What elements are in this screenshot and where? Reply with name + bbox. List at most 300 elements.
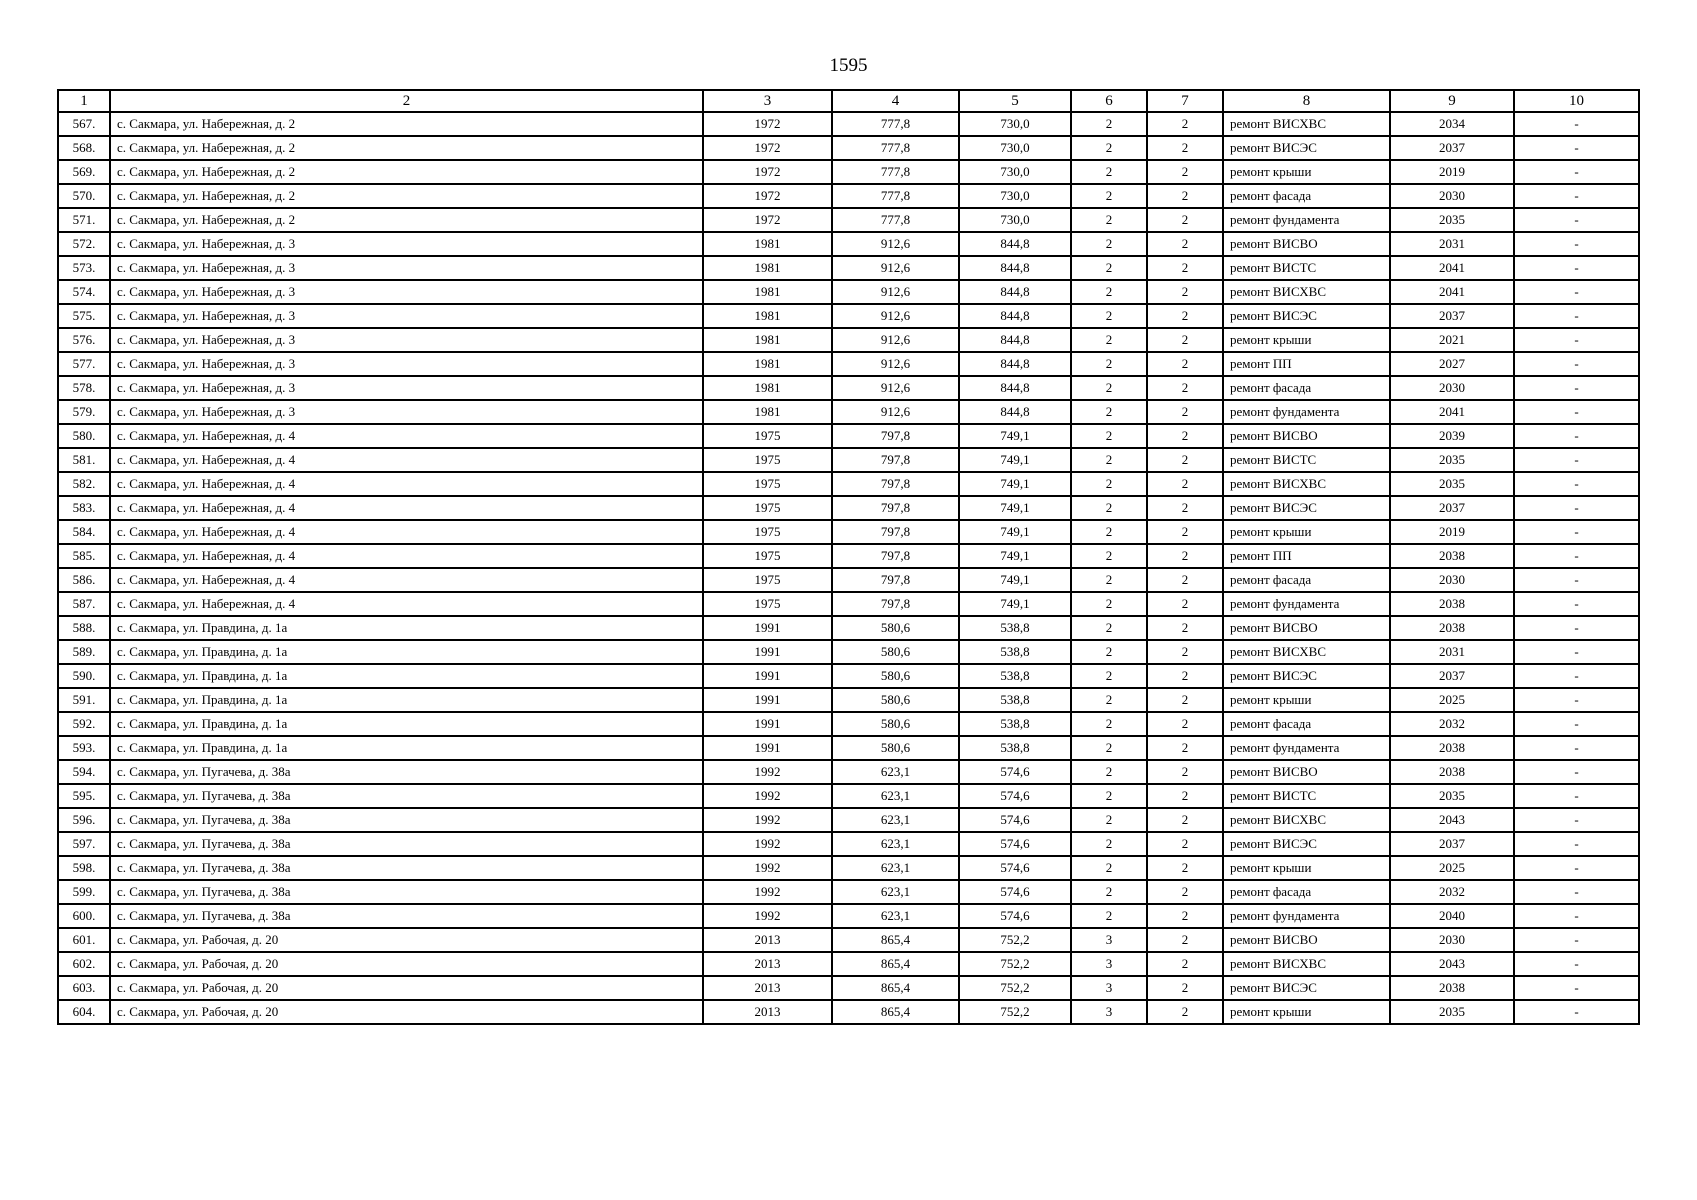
- cell-living-area: 749,1: [959, 472, 1071, 496]
- cell-entrances: 2: [1147, 280, 1223, 304]
- cell-row-number: 601.: [58, 928, 110, 952]
- cell-entrances: 2: [1147, 976, 1223, 1000]
- cell-living-area: 844,8: [959, 304, 1071, 328]
- cell-living-area: 844,8: [959, 232, 1071, 256]
- cell-year-built: 1975: [703, 496, 832, 520]
- cell-total-area: 865,4: [832, 928, 959, 952]
- cell-repair-type: ремонт ВИСТС: [1223, 784, 1390, 808]
- cell-row-number: 592.: [58, 712, 110, 736]
- table-row: [58, 928, 1639, 952]
- cell-total-area: 797,8: [832, 424, 959, 448]
- cell-repair-year: 2025: [1390, 688, 1514, 712]
- cell-repair-year: 2019: [1390, 520, 1514, 544]
- cell-repair-type: ремонт фасада: [1223, 568, 1390, 592]
- table-row: [58, 568, 1639, 592]
- table-row: [58, 952, 1639, 976]
- cell-note: -: [1514, 808, 1639, 832]
- table-row: [58, 616, 1639, 640]
- cell-living-area: 844,8: [959, 280, 1071, 304]
- cell-year-built: 1992: [703, 880, 832, 904]
- cell-row-number: 604.: [58, 1000, 110, 1024]
- table-row: [58, 472, 1639, 496]
- cell-floors: 2: [1071, 880, 1147, 904]
- cell-repair-year: 2041: [1390, 256, 1514, 280]
- cell-year-built: 1975: [703, 448, 832, 472]
- cell-row-number: 577.: [58, 352, 110, 376]
- table-row: [58, 712, 1639, 736]
- cell-living-area: 574,6: [959, 904, 1071, 928]
- cell-total-area: 797,8: [832, 496, 959, 520]
- cell-total-area: 912,6: [832, 280, 959, 304]
- cell-note: -: [1514, 640, 1639, 664]
- cell-floors: 2: [1071, 520, 1147, 544]
- cell-note: -: [1514, 352, 1639, 376]
- cell-note: -: [1514, 328, 1639, 352]
- cell-total-area: 580,6: [832, 736, 959, 760]
- cell-total-area: 623,1: [832, 880, 959, 904]
- cell-note: -: [1514, 112, 1639, 136]
- cell-note: -: [1514, 544, 1639, 568]
- cell-entrances: 2: [1147, 520, 1223, 544]
- cell-row-number: 603.: [58, 976, 110, 1000]
- column-header: 7: [1147, 90, 1223, 112]
- cell-entrances: 2: [1147, 736, 1223, 760]
- cell-entrances: 2: [1147, 952, 1223, 976]
- cell-repair-type: ремонт фасада: [1223, 184, 1390, 208]
- cell-row-number: 600.: [58, 904, 110, 928]
- cell-repair-type: ремонт фасада: [1223, 712, 1390, 736]
- cell-row-number: 572.: [58, 232, 110, 256]
- cell-repair-type: ремонт фасада: [1223, 376, 1390, 400]
- cell-row-number: 593.: [58, 736, 110, 760]
- cell-year-built: 1975: [703, 520, 832, 544]
- cell-repair-year: 2032: [1390, 880, 1514, 904]
- cell-total-area: 623,1: [832, 832, 959, 856]
- cell-living-area: 844,8: [959, 352, 1071, 376]
- cell-repair-type: ремонт крыши: [1223, 856, 1390, 880]
- table-row: [58, 328, 1639, 352]
- cell-address: с. Сакмара, ул. Правдина, д. 1а: [110, 712, 703, 736]
- table-row: [58, 136, 1639, 160]
- cell-floors: 2: [1071, 160, 1147, 184]
- cell-living-area: 730,0: [959, 208, 1071, 232]
- cell-year-built: 1992: [703, 808, 832, 832]
- cell-note: -: [1514, 784, 1639, 808]
- cell-address: с. Сакмара, ул. Набережная, д. 2: [110, 112, 703, 136]
- cell-total-area: 912,6: [832, 232, 959, 256]
- cell-address: с. Сакмара, ул. Правдина, д. 1а: [110, 688, 703, 712]
- cell-floors: 2: [1071, 184, 1147, 208]
- table-row: [58, 448, 1639, 472]
- cell-living-area: 752,2: [959, 928, 1071, 952]
- cell-floors: 3: [1071, 928, 1147, 952]
- cell-total-area: 623,1: [832, 760, 959, 784]
- table-row: [58, 808, 1639, 832]
- cell-address: с. Сакмара, ул. Рабочая, д. 20: [110, 928, 703, 952]
- cell-row-number: 598.: [58, 856, 110, 880]
- cell-total-area: 797,8: [832, 448, 959, 472]
- cell-floors: 2: [1071, 112, 1147, 136]
- cell-living-area: 844,8: [959, 376, 1071, 400]
- cell-floors: 2: [1071, 400, 1147, 424]
- cell-total-area: 797,8: [832, 544, 959, 568]
- cell-floors: 2: [1071, 856, 1147, 880]
- cell-repair-year: 2037: [1390, 664, 1514, 688]
- cell-total-area: 777,8: [832, 184, 959, 208]
- cell-living-area: 749,1: [959, 568, 1071, 592]
- cell-note: -: [1514, 592, 1639, 616]
- cell-repair-type: ремонт ВИСЭС: [1223, 664, 1390, 688]
- cell-repair-year: 2043: [1390, 952, 1514, 976]
- cell-repair-year: 2031: [1390, 232, 1514, 256]
- cell-note: -: [1514, 832, 1639, 856]
- cell-row-number: 568.: [58, 136, 110, 160]
- cell-repair-year: 2041: [1390, 400, 1514, 424]
- cell-repair-year: 2037: [1390, 832, 1514, 856]
- cell-address: с. Сакмара, ул. Пугачева, д. 38а: [110, 904, 703, 928]
- column-header: 5: [959, 90, 1071, 112]
- cell-repair-year: 2038: [1390, 616, 1514, 640]
- table-row: [58, 400, 1639, 424]
- cell-living-area: 844,8: [959, 400, 1071, 424]
- cell-repair-type: ремонт крыши: [1223, 520, 1390, 544]
- cell-total-area: 580,6: [832, 640, 959, 664]
- cell-total-area: 580,6: [832, 712, 959, 736]
- table-row: [58, 160, 1639, 184]
- cell-repair-type: ремонт ПП: [1223, 352, 1390, 376]
- cell-total-area: 865,4: [832, 952, 959, 976]
- cell-living-area: 749,1: [959, 520, 1071, 544]
- cell-total-area: 623,1: [832, 904, 959, 928]
- table-row: [58, 352, 1639, 376]
- cell-address: с. Сакмара, ул. Набережная, д. 4: [110, 496, 703, 520]
- cell-note: -: [1514, 232, 1639, 256]
- cell-entrances: 2: [1147, 208, 1223, 232]
- cell-address: с. Сакмара, ул. Набережная, д. 4: [110, 424, 703, 448]
- column-header: 9: [1390, 90, 1514, 112]
- cell-row-number: 597.: [58, 832, 110, 856]
- cell-repair-year: 2038: [1390, 760, 1514, 784]
- cell-floors: 3: [1071, 1000, 1147, 1024]
- column-header: 2: [110, 90, 703, 112]
- table-row: [58, 544, 1639, 568]
- cell-entrances: 2: [1147, 568, 1223, 592]
- cell-repair-type: ремонт фундамента: [1223, 904, 1390, 928]
- cell-year-built: 1981: [703, 352, 832, 376]
- cell-living-area: 749,1: [959, 448, 1071, 472]
- cell-year-built: 1975: [703, 592, 832, 616]
- cell-note: -: [1514, 208, 1639, 232]
- table-row: [58, 856, 1639, 880]
- cell-floors: 2: [1071, 472, 1147, 496]
- cell-year-built: 1991: [703, 712, 832, 736]
- cell-entrances: 2: [1147, 112, 1223, 136]
- cell-living-area: 538,8: [959, 712, 1071, 736]
- cell-repair-year: 2037: [1390, 136, 1514, 160]
- cell-row-number: 596.: [58, 808, 110, 832]
- cell-repair-year: 2030: [1390, 376, 1514, 400]
- cell-entrances: 2: [1147, 136, 1223, 160]
- table-row: [58, 424, 1639, 448]
- cell-repair-year: 2037: [1390, 496, 1514, 520]
- cell-note: -: [1514, 184, 1639, 208]
- cell-address: с. Сакмара, ул. Правдина, д. 1а: [110, 640, 703, 664]
- table-row: [58, 256, 1639, 280]
- table-row: [58, 736, 1639, 760]
- cell-year-built: 2013: [703, 1000, 832, 1024]
- cell-note: -: [1514, 856, 1639, 880]
- cell-repair-year: 2038: [1390, 976, 1514, 1000]
- cell-address: с. Сакмара, ул. Набережная, д. 3: [110, 280, 703, 304]
- repair-schedule-table: [57, 89, 1640, 1025]
- cell-row-number: 571.: [58, 208, 110, 232]
- cell-year-built: 1981: [703, 376, 832, 400]
- cell-address: с. Сакмара, ул. Набережная, д. 3: [110, 376, 703, 400]
- cell-repair-type: ремонт ВИСЭС: [1223, 832, 1390, 856]
- cell-floors: 2: [1071, 256, 1147, 280]
- cell-row-number: 580.: [58, 424, 110, 448]
- cell-floors: 2: [1071, 904, 1147, 928]
- cell-repair-year: 2030: [1390, 184, 1514, 208]
- cell-note: -: [1514, 496, 1639, 520]
- cell-address: с. Сакмара, ул. Набережная, д. 2: [110, 208, 703, 232]
- cell-row-number: 594.: [58, 760, 110, 784]
- cell-address: с. Сакмара, ул. Пугачева, д. 38а: [110, 880, 703, 904]
- cell-year-built: 1981: [703, 304, 832, 328]
- table-body: [58, 90, 1639, 1024]
- cell-year-built: 1992: [703, 904, 832, 928]
- cell-repair-year: 2031: [1390, 640, 1514, 664]
- cell-repair-year: 2019: [1390, 160, 1514, 184]
- cell-row-number: 589.: [58, 640, 110, 664]
- cell-total-area: 912,6: [832, 400, 959, 424]
- cell-address: с. Сакмара, ул. Набережная, д. 2: [110, 184, 703, 208]
- cell-entrances: 2: [1147, 1000, 1223, 1024]
- cell-living-area: 749,1: [959, 592, 1071, 616]
- cell-address: с. Сакмара, ул. Пугачева, д. 38а: [110, 856, 703, 880]
- cell-row-number: 585.: [58, 544, 110, 568]
- cell-address: с. Сакмара, ул. Набережная, д. 3: [110, 352, 703, 376]
- cell-floors: 2: [1071, 208, 1147, 232]
- cell-total-area: 912,6: [832, 328, 959, 352]
- cell-year-built: 1981: [703, 400, 832, 424]
- cell-total-area: 580,6: [832, 616, 959, 640]
- cell-living-area: 752,2: [959, 1000, 1071, 1024]
- cell-row-number: 582.: [58, 472, 110, 496]
- cell-floors: 2: [1071, 304, 1147, 328]
- table-row: [58, 784, 1639, 808]
- cell-address: с. Сакмара, ул. Набережная, д. 2: [110, 160, 703, 184]
- cell-total-area: 865,4: [832, 1000, 959, 1024]
- cell-repair-year: 2043: [1390, 808, 1514, 832]
- table-row: [58, 904, 1639, 928]
- column-header: 1: [58, 90, 110, 112]
- cell-entrances: 2: [1147, 328, 1223, 352]
- cell-repair-type: ремонт фундамента: [1223, 592, 1390, 616]
- cell-repair-type: ремонт ВИСХВС: [1223, 808, 1390, 832]
- cell-note: -: [1514, 880, 1639, 904]
- header-row: [58, 90, 1639, 112]
- cell-total-area: 797,8: [832, 592, 959, 616]
- cell-repair-year: 2030: [1390, 928, 1514, 952]
- cell-year-built: 1981: [703, 280, 832, 304]
- cell-note: -: [1514, 304, 1639, 328]
- cell-entrances: 2: [1147, 448, 1223, 472]
- cell-note: -: [1514, 520, 1639, 544]
- cell-total-area: 580,6: [832, 688, 959, 712]
- cell-repair-year: 2038: [1390, 736, 1514, 760]
- column-header: 4: [832, 90, 959, 112]
- cell-row-number: 576.: [58, 328, 110, 352]
- cell-floors: 2: [1071, 832, 1147, 856]
- cell-entrances: 2: [1147, 688, 1223, 712]
- cell-entrances: 2: [1147, 616, 1223, 640]
- cell-note: -: [1514, 688, 1639, 712]
- table-row: [58, 184, 1639, 208]
- cell-note: -: [1514, 448, 1639, 472]
- cell-total-area: 623,1: [832, 856, 959, 880]
- cell-living-area: 749,1: [959, 424, 1071, 448]
- cell-year-built: 1981: [703, 328, 832, 352]
- cell-total-area: 912,6: [832, 352, 959, 376]
- cell-address: с. Сакмара, ул. Правдина, д. 1а: [110, 736, 703, 760]
- cell-year-built: 2013: [703, 952, 832, 976]
- cell-floors: 2: [1071, 376, 1147, 400]
- cell-entrances: 2: [1147, 160, 1223, 184]
- cell-floors: 2: [1071, 496, 1147, 520]
- cell-repair-type: ремонт фундамента: [1223, 400, 1390, 424]
- cell-living-area: 538,8: [959, 640, 1071, 664]
- cell-entrances: 2: [1147, 424, 1223, 448]
- cell-repair-type: ремонт ВИСТС: [1223, 448, 1390, 472]
- cell-row-number: 573.: [58, 256, 110, 280]
- cell-repair-year: 2021: [1390, 328, 1514, 352]
- cell-floors: 2: [1071, 280, 1147, 304]
- cell-address: с. Сакмара, ул. Набережная, д. 4: [110, 448, 703, 472]
- cell-address: с. Сакмара, ул. Набережная, д. 4: [110, 520, 703, 544]
- table-row: [58, 976, 1639, 1000]
- page-number: 1595: [829, 55, 868, 76]
- cell-address: с. Сакмара, ул. Правдина, д. 1а: [110, 616, 703, 640]
- cell-floors: 2: [1071, 664, 1147, 688]
- cell-living-area: 574,6: [959, 880, 1071, 904]
- cell-year-built: 1981: [703, 256, 832, 280]
- cell-year-built: 1981: [703, 232, 832, 256]
- cell-repair-type: ремонт ВИСЭС: [1223, 496, 1390, 520]
- cell-note: -: [1514, 616, 1639, 640]
- cell-row-number: 575.: [58, 304, 110, 328]
- cell-living-area: 538,8: [959, 688, 1071, 712]
- column-header: 3: [703, 90, 832, 112]
- cell-entrances: 2: [1147, 832, 1223, 856]
- table-row: [58, 760, 1639, 784]
- cell-repair-type: ремонт ВИСТС: [1223, 256, 1390, 280]
- cell-total-area: 777,8: [832, 208, 959, 232]
- cell-row-number: 599.: [58, 880, 110, 904]
- cell-note: -: [1514, 904, 1639, 928]
- cell-note: -: [1514, 136, 1639, 160]
- cell-repair-type: ремонт фундамента: [1223, 736, 1390, 760]
- cell-entrances: 2: [1147, 472, 1223, 496]
- cell-total-area: 797,8: [832, 472, 959, 496]
- cell-living-area: 730,0: [959, 112, 1071, 136]
- cell-floors: 2: [1071, 136, 1147, 160]
- cell-repair-year: 2038: [1390, 592, 1514, 616]
- table-row: [58, 688, 1639, 712]
- cell-entrances: 2: [1147, 400, 1223, 424]
- table-row: [58, 1000, 1639, 1024]
- cell-year-built: 1991: [703, 640, 832, 664]
- cell-repair-type: ремонт ВИСХВС: [1223, 952, 1390, 976]
- cell-year-built: 1992: [703, 760, 832, 784]
- cell-note: -: [1514, 400, 1639, 424]
- cell-row-number: 570.: [58, 184, 110, 208]
- cell-year-built: 2013: [703, 976, 832, 1000]
- cell-repair-type: ремонт фасада: [1223, 880, 1390, 904]
- cell-address: с. Сакмара, ул. Рабочая, д. 20: [110, 976, 703, 1000]
- cell-entrances: 2: [1147, 904, 1223, 928]
- cell-living-area: 574,6: [959, 832, 1071, 856]
- cell-address: с. Сакмара, ул. Пугачева, д. 38а: [110, 832, 703, 856]
- cell-repair-year: 2035: [1390, 1000, 1514, 1024]
- cell-repair-year: 2037: [1390, 304, 1514, 328]
- cell-entrances: 2: [1147, 712, 1223, 736]
- cell-note: -: [1514, 952, 1639, 976]
- cell-year-built: 2013: [703, 928, 832, 952]
- cell-living-area: 574,6: [959, 784, 1071, 808]
- cell-entrances: 2: [1147, 808, 1223, 832]
- cell-row-number: 588.: [58, 616, 110, 640]
- table-row: [58, 208, 1639, 232]
- cell-year-built: 1991: [703, 688, 832, 712]
- cell-address: с. Сакмара, ул. Набережная, д. 4: [110, 568, 703, 592]
- cell-floors: 2: [1071, 352, 1147, 376]
- cell-year-built: 1992: [703, 784, 832, 808]
- cell-row-number: 567.: [58, 112, 110, 136]
- cell-living-area: 574,6: [959, 760, 1071, 784]
- cell-repair-type: ремонт ВИСВО: [1223, 616, 1390, 640]
- cell-note: -: [1514, 160, 1639, 184]
- cell-total-area: 623,1: [832, 808, 959, 832]
- cell-living-area: 574,6: [959, 856, 1071, 880]
- cell-year-built: 1975: [703, 544, 832, 568]
- cell-repair-type: ремонт крыши: [1223, 160, 1390, 184]
- cell-floors: 2: [1071, 736, 1147, 760]
- cell-floors: 2: [1071, 448, 1147, 472]
- cell-entrances: 2: [1147, 640, 1223, 664]
- cell-year-built: 1972: [703, 160, 832, 184]
- cell-floors: 2: [1071, 712, 1147, 736]
- cell-address: с. Сакмара, ул. Пугачева, д. 38а: [110, 760, 703, 784]
- cell-floors: 2: [1071, 640, 1147, 664]
- cell-total-area: 777,8: [832, 112, 959, 136]
- cell-address: с. Сакмара, ул. Набережная, д. 3: [110, 400, 703, 424]
- table-row: [58, 520, 1639, 544]
- cell-repair-year: 2035: [1390, 472, 1514, 496]
- cell-living-area: 749,1: [959, 544, 1071, 568]
- cell-row-number: 579.: [58, 400, 110, 424]
- cell-note: -: [1514, 280, 1639, 304]
- column-header: 10: [1514, 90, 1639, 112]
- cell-row-number: 586.: [58, 568, 110, 592]
- cell-repair-type: ремонт крыши: [1223, 328, 1390, 352]
- cell-floors: 2: [1071, 592, 1147, 616]
- column-header: 6: [1071, 90, 1147, 112]
- cell-year-built: 1992: [703, 856, 832, 880]
- cell-entrances: 2: [1147, 880, 1223, 904]
- cell-total-area: 912,6: [832, 304, 959, 328]
- cell-floors: 3: [1071, 952, 1147, 976]
